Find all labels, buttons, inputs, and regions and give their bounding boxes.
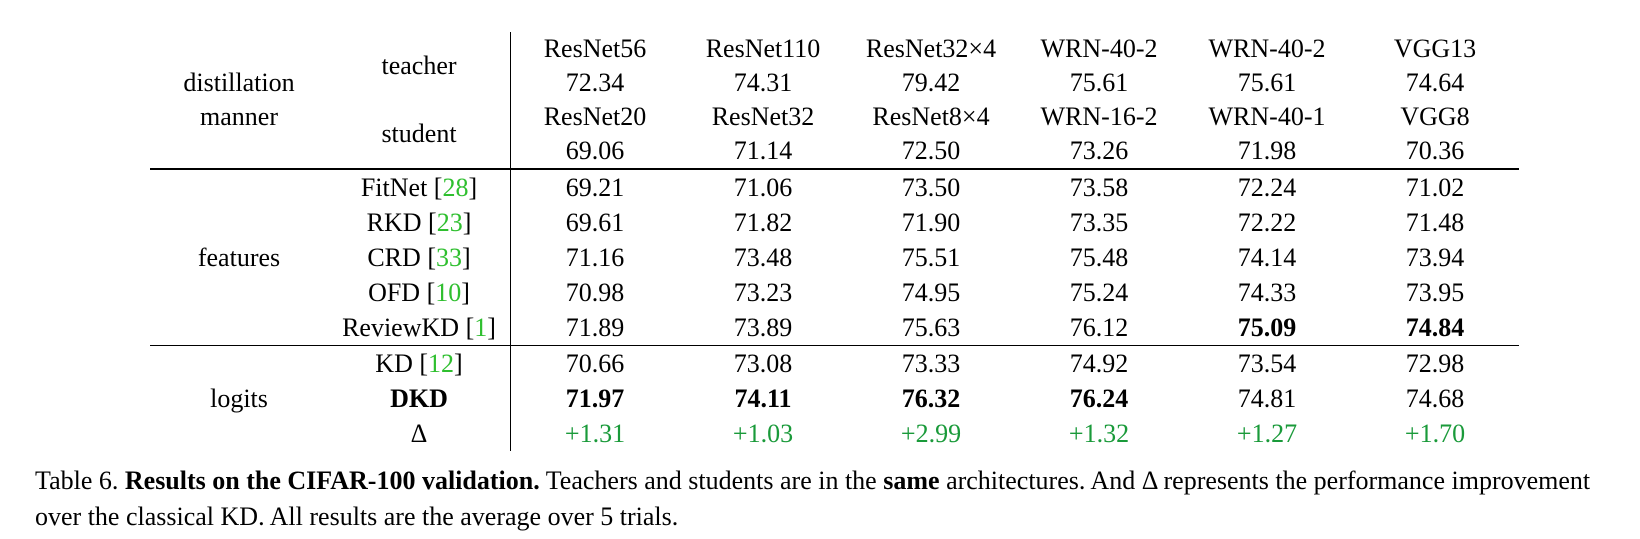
method-name-cell xyxy=(328,416,511,451)
table-row xyxy=(150,310,1519,346)
caption-text-2: architectures. And Δ represents the performance improvement over the classical KD. All results are the average over 5 trials. xyxy=(35,466,1591,531)
result-value-cell: 73.50 xyxy=(847,169,1015,205)
delta-value-cell: +1.32 xyxy=(1068,418,1130,448)
header-student-acc-cell: 71.98 xyxy=(1237,136,1297,165)
table-row xyxy=(150,205,1519,240)
result-value-cell: 72.24 xyxy=(1183,169,1351,205)
result-value-cell: 71.06 xyxy=(679,169,847,205)
result-value-cell: 71.02 xyxy=(1351,169,1519,205)
result-value-cell: 74.84 xyxy=(1405,312,1465,342)
student-header: student xyxy=(328,100,511,169)
result-value-cell: 71.90 xyxy=(901,207,961,237)
method-name: OFD xyxy=(368,277,421,307)
delta-value-cell: +1.27 xyxy=(1236,418,1298,448)
header-student-acc-cell: 69.06 xyxy=(565,136,625,165)
header-student-acc-cell: 70.36 xyxy=(1405,136,1465,165)
citation-link[interactable]: 10 xyxy=(435,277,462,307)
result-value-cell: 71.97 xyxy=(565,383,625,413)
result-value-cell: 71.89 xyxy=(565,312,625,342)
table-row xyxy=(150,275,1519,310)
result-value-cell: 74.95 xyxy=(901,277,961,307)
table-caption xyxy=(35,463,1625,535)
header-teachers-cell: ResNet110 xyxy=(705,34,821,63)
table-row xyxy=(150,416,1519,451)
result-value-cell: 73.58 xyxy=(1015,169,1183,205)
header-students-cell: WRN-16-2 xyxy=(1040,102,1158,131)
result-value-cell: 75.24 xyxy=(1069,277,1129,307)
citation-link[interactable]: 12 xyxy=(428,348,455,378)
table-row xyxy=(150,346,1519,382)
delta-value-cell: +1.70 xyxy=(1404,418,1466,448)
method-name-cell: ReviewKD [1] xyxy=(328,310,511,346)
header-teacher-acc-cell: 74.31 xyxy=(733,68,793,97)
method-name-cell: KD [12] xyxy=(328,346,511,382)
caption-title: Results on the CIFAR-100 validation. xyxy=(124,466,540,495)
header-teacher-acc-cell: 74.64 xyxy=(1405,68,1465,97)
results-table xyxy=(150,32,1519,451)
header-students-cell: ResNet32 xyxy=(711,102,815,131)
header-teachers-cell: WRN-40-2 xyxy=(1208,34,1326,63)
result-value-cell: 75.63 xyxy=(901,312,961,342)
result-value-cell: 74.33 xyxy=(1237,277,1297,307)
method-name-cell: FitNet [28] xyxy=(328,169,511,205)
result-value-cell: 73.08 xyxy=(679,346,847,382)
header-student-acc-cell: 71.14 xyxy=(733,136,793,165)
result-value-cell: 73.95 xyxy=(1405,277,1465,307)
header-row-teacher-names xyxy=(150,32,1519,66)
result-value-cell: 74.14 xyxy=(1237,242,1297,272)
header-students-cell: WRN-40-1 xyxy=(1208,102,1326,131)
header-students-cell: VGG8 xyxy=(1400,102,1470,131)
table-row xyxy=(150,169,1519,205)
method-name: Δ xyxy=(410,418,428,448)
result-value-cell: 70.66 xyxy=(511,346,680,382)
result-value-cell: 73.94 xyxy=(1405,242,1465,272)
result-value-cell: 73.23 xyxy=(733,277,793,307)
header-student-acc-cell: 72.50 xyxy=(901,136,961,165)
result-value-cell: 71.16 xyxy=(565,242,625,272)
result-value-cell: 69.21 xyxy=(511,169,680,205)
caption-bold-word: same xyxy=(883,466,940,495)
result-value-cell: 76.24 xyxy=(1069,383,1129,413)
result-value-cell: 69.61 xyxy=(565,207,625,237)
header-teacher-acc-cell: 75.61 xyxy=(1069,68,1129,97)
header-row-student-names xyxy=(150,100,1519,134)
result-value-cell: 71.48 xyxy=(1405,207,1465,237)
table-row xyxy=(150,381,1519,416)
header-teachers-cell: VGG13 xyxy=(1393,34,1477,63)
delta-value-cell: +2.99 xyxy=(900,418,962,448)
result-value-cell: 76.12 xyxy=(1069,312,1129,342)
result-value-cell: 75.51 xyxy=(901,242,961,272)
method-name-cell xyxy=(328,381,511,416)
result-value-cell: 76.32 xyxy=(901,383,961,413)
result-value-cell: 73.48 xyxy=(733,242,793,272)
citation-link[interactable]: 28 xyxy=(442,172,469,202)
header-teacher-acc-cell: 79.42 xyxy=(901,68,961,97)
result-value-cell: 74.81 xyxy=(1237,383,1297,413)
header-teacher-acc-cell: 75.61 xyxy=(1237,68,1297,97)
header-teachers-cell: ResNet56 xyxy=(543,34,647,63)
method-name: KD xyxy=(375,348,413,378)
result-value-cell: 74.68 xyxy=(1405,383,1465,413)
citation-link[interactable]: 33 xyxy=(435,242,462,272)
distillation-manner-label: distillation manner xyxy=(183,68,295,131)
caption-text-1: Teachers and students are in the xyxy=(539,466,884,495)
method-name: FitNet xyxy=(360,172,428,202)
result-value-cell: 72.98 xyxy=(1351,346,1519,382)
method-name: CRD xyxy=(367,242,421,272)
header-students-cell: ResNet8×4 xyxy=(872,102,990,131)
result-value-cell: 74.92 xyxy=(1015,346,1183,382)
method-name-cell: RKD [23] xyxy=(328,205,511,240)
method-name: ReviewKD xyxy=(342,312,460,342)
result-value-cell: 74.11 xyxy=(734,383,792,413)
result-value-cell: 70.98 xyxy=(565,277,625,307)
header-teachers-cell: WRN-40-2 xyxy=(1040,34,1158,63)
header-student-acc-cell: 73.26 xyxy=(1069,136,1129,165)
group-label: features xyxy=(150,169,328,346)
result-value-cell: 73.33 xyxy=(847,346,1015,382)
result-value-cell: 73.89 xyxy=(733,312,793,342)
result-value-cell: 72.22 xyxy=(1237,207,1297,237)
table-row xyxy=(150,240,1519,275)
delta-value-cell: +1.31 xyxy=(564,418,626,448)
teacher-header: teacher xyxy=(328,32,511,100)
result-value-cell: 71.82 xyxy=(733,207,793,237)
result-value-cell: 75.48 xyxy=(1069,242,1129,272)
citation-link[interactable]: 1 xyxy=(474,312,488,342)
header-teachers-cell: ResNet32×4 xyxy=(865,34,997,63)
method-name-cell: CRD [33] xyxy=(328,240,511,275)
caption-prefix: Table 6. xyxy=(35,466,125,495)
result-value-cell: 73.54 xyxy=(1183,346,1351,382)
header-students-cell: ResNet20 xyxy=(543,102,647,131)
method-name: RKD xyxy=(366,207,422,237)
delta-value-cell: +1.03 xyxy=(732,418,794,448)
result-value-cell: 75.09 xyxy=(1237,312,1297,342)
distillation-manner-header xyxy=(150,32,328,169)
result-value-cell: 73.35 xyxy=(1069,207,1129,237)
citation-link[interactable]: 23 xyxy=(436,207,463,237)
method-name: DKD xyxy=(390,383,448,413)
results-table-body xyxy=(150,32,1519,451)
header-teacher-acc-cell: 72.34 xyxy=(565,68,625,97)
group-label: logits xyxy=(150,346,328,452)
method-name-cell: OFD [10] xyxy=(328,275,511,310)
